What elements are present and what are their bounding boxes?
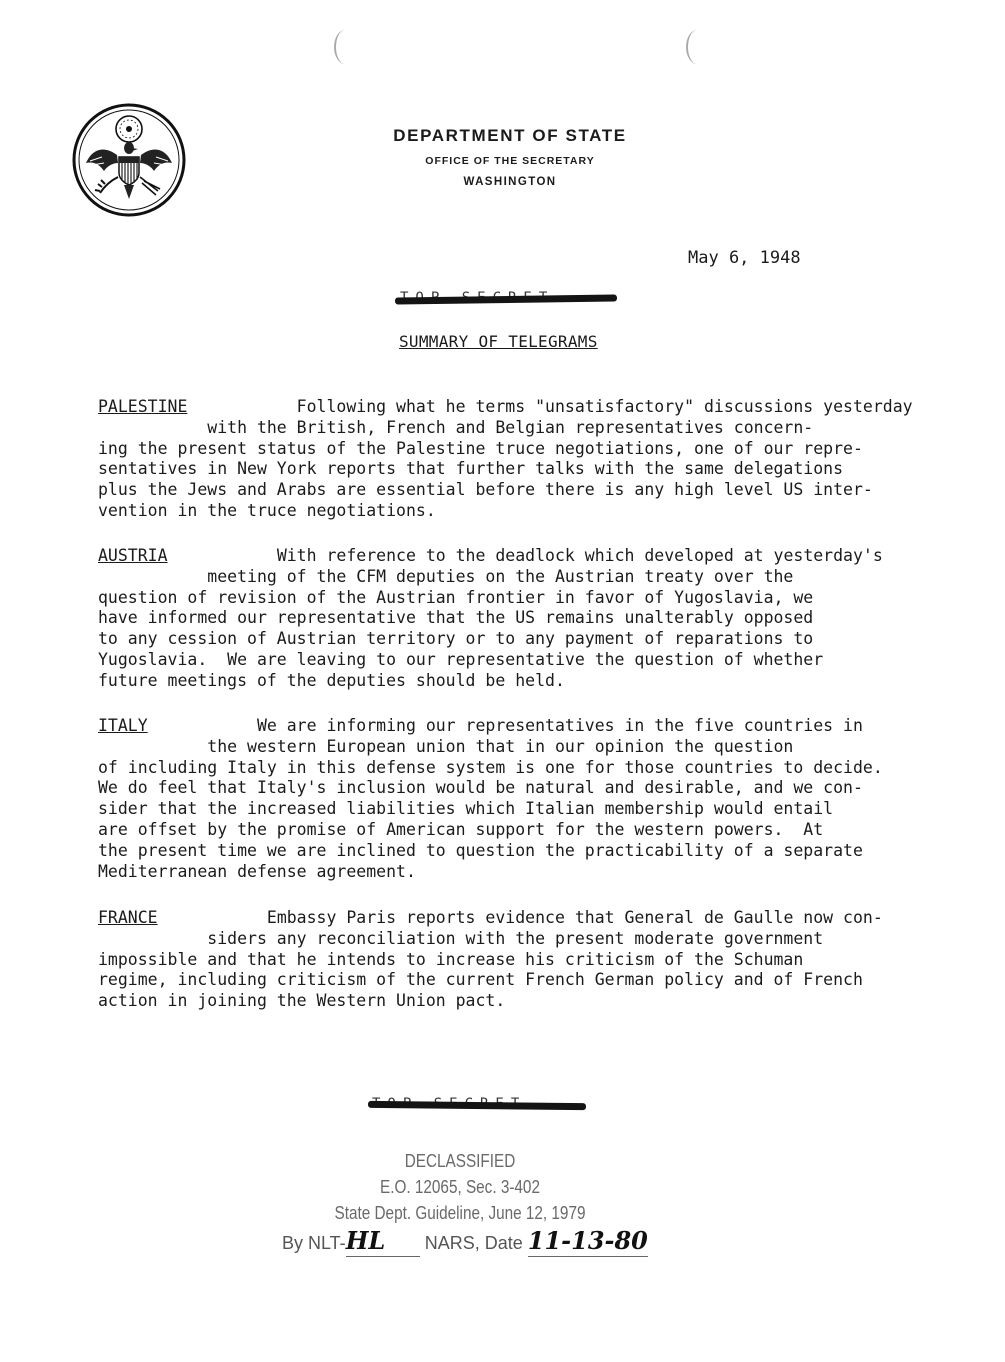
section-line: sentatives in New York reports that further talks with the same delegations bbox=[98, 459, 844, 479]
section-line: impossible and that he intends to increase his criticism of the Schuman bbox=[98, 949, 804, 969]
section-italy bbox=[98, 716, 938, 882]
declassified-by-line bbox=[282, 1226, 650, 1258]
section-line: Yugoslavia. We are leaving to our representative the question of whether bbox=[98, 649, 824, 669]
section-label: FRANCE bbox=[98, 908, 158, 927]
section-line: siders any reconciliation with the present moderate government bbox=[98, 928, 824, 948]
section-line: We do feel that Italy's inclusion would be natural and desirable, and we con- bbox=[98, 778, 863, 798]
city-name: WASHINGTON bbox=[463, 176, 557, 188]
section-line: are offset by the promise of American support for the western powers. At bbox=[98, 819, 824, 839]
section-line: meeting of the CFM deputies on the Austrian treaty over the bbox=[98, 566, 794, 586]
section-line: sider that the increased liabilities which Italian membership would entail bbox=[98, 799, 834, 819]
section-line: future meetings of the deputies should be held. bbox=[98, 670, 565, 690]
office-name: OFFICE OF THE SECRETARY bbox=[425, 155, 595, 167]
section-france bbox=[98, 908, 938, 1012]
great-seal-eagle-icon bbox=[72, 103, 186, 217]
section-line: the present time we are inclined to question the practicability of a separate bbox=[98, 840, 863, 860]
section-line: with the British, French and Belgian representatives concern- bbox=[98, 417, 814, 437]
section-line: of including Italy in this defense system is one for those countries to decide. bbox=[98, 757, 883, 777]
declassification-stamp bbox=[270, 1148, 650, 1258]
section-austria bbox=[98, 546, 938, 692]
section-label: AUSTRIA bbox=[98, 546, 168, 565]
section-line: ing the present status of the Palestine truce negotiations, one of our repre- bbox=[98, 438, 863, 458]
section-line: Mediterranean defense agreement. bbox=[98, 861, 416, 881]
section-line: We are informing our representatives in the five countries in bbox=[147, 716, 863, 735]
reviewer-initials: HL bbox=[346, 1226, 420, 1257]
page-title: SUMMARY OF TELEGRAMS bbox=[399, 332, 598, 351]
section-palestine bbox=[98, 397, 938, 522]
section-line: Embassy Paris reports evidence that General de Gaulle now con- bbox=[157, 908, 883, 927]
section-line: question of revision of the Austrian frontier in favor of Yugoslavia, we bbox=[98, 587, 814, 607]
binder-hole-right bbox=[686, 30, 708, 64]
section-line: have informed our representative that the US remains unalterably opposed bbox=[98, 608, 814, 628]
document-date: May 6, 1948 bbox=[688, 248, 801, 268]
section-line: action in joining the Western Union pact. bbox=[98, 991, 506, 1011]
section-line: the western European union that in our opinion the question bbox=[98, 736, 794, 756]
department-name: DEPARTMENT OF STATE bbox=[393, 126, 627, 145]
declassification-date: 11-13-80 bbox=[527, 1226, 648, 1255]
section-line: With reference to the deadlock which developed at yesterday's bbox=[167, 546, 883, 565]
nars-date-label: NARS, Date bbox=[424, 1233, 523, 1253]
executive-order: E.O. 12065, Sec. 3-402 bbox=[380, 1177, 540, 1197]
section-line: regime, including criticism of the current French German policy and of French bbox=[98, 970, 863, 990]
section-line: vention in the truce negotiations. bbox=[98, 500, 436, 520]
section-line: Following what he terms "unsatisfactory" discussions yesterday bbox=[187, 397, 913, 416]
declassified-status: DECLASSIFIED bbox=[404, 1151, 516, 1171]
guideline: State Dept. Guideline, June 12, 1979 bbox=[334, 1203, 586, 1223]
section-label: ITALY bbox=[98, 716, 148, 735]
by-prefix: By NLT- bbox=[282, 1233, 346, 1253]
section-line: to any cession of Austrian territory or to any payment of reparations to bbox=[98, 629, 814, 649]
letterhead bbox=[300, 126, 720, 188]
binder-hole-left bbox=[334, 30, 356, 64]
section-line: plus the Jews and Arabs are essential before there is any high level US inter- bbox=[98, 480, 873, 500]
section-label: PALESTINE bbox=[98, 397, 188, 416]
